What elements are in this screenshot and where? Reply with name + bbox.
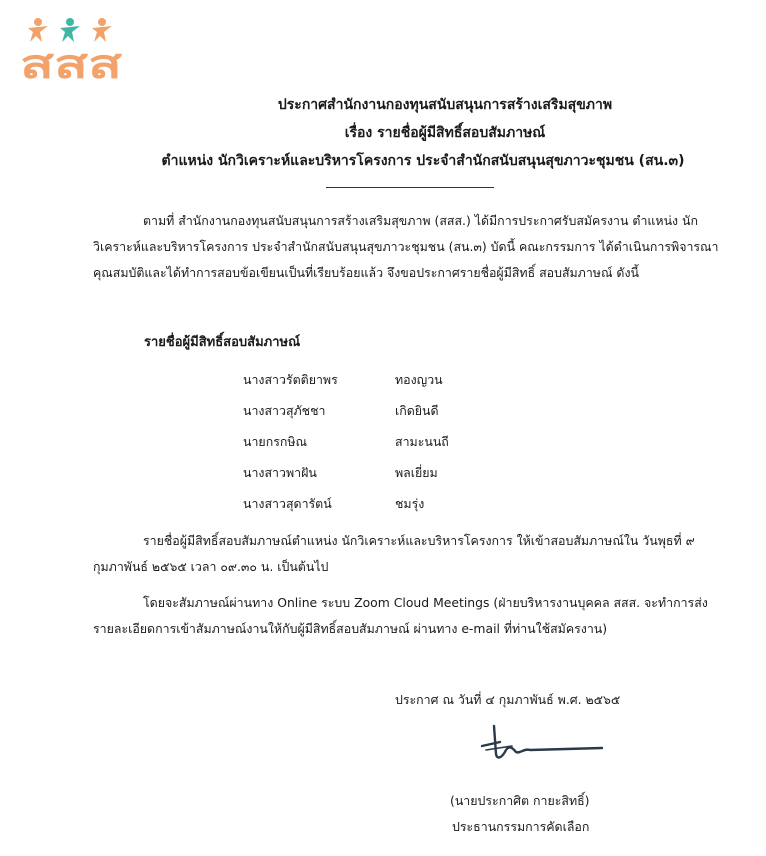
candidate-last-name: เกิดยินดี <box>395 403 439 418</box>
candidate-list-title: รายชื่อผู้มีสิทธิ์สอบสัมภาษณ์ <box>144 335 301 350</box>
candidate-last-name: สามะนนถี <box>395 434 449 449</box>
announcement-heading: ประกาศสำนักงานกองทุนสนับสนุนการสร้างเสริมสุขภาพ <box>277 97 613 113</box>
announcement-subject: เรื่อง รายชื่อผู้มีสิทธิ์สอบสัมภาษณ์ <box>344 125 546 141</box>
candidate-first-name: นายกรกษิณ <box>243 434 308 449</box>
candidate-first-name: นางสาวสุดารัตน์ <box>243 496 332 511</box>
candidate-first-name: นางสาวสุภัชชา <box>243 403 326 418</box>
candidate-first-name: นางสาวรัตติยาพร <box>243 372 338 387</box>
intro-paragraph <box>93 208 723 286</box>
candidate-row <box>243 364 603 395</box>
signer-title: ประธานกรรมการคัดเลือก <box>452 819 590 834</box>
thaihealth-logo <box>16 12 126 84</box>
candidate-last-name: พลเยี่ยม <box>395 465 438 480</box>
announcement-position: ตำแหน่ง นักวิเคราะห์และบริหารโครงการ ประจำสำนักสนับสนุนสุขภาวะชุมชน (สน.๓) <box>161 153 685 169</box>
candidate-first-name: นางสาวพาฝัน <box>243 465 317 480</box>
candidate-row <box>243 488 603 519</box>
candidate-row <box>243 395 603 426</box>
logo-wordmark: สสส <box>20 42 123 84</box>
candidate-row <box>243 426 603 457</box>
candidate-last-name: ทองญวน <box>395 372 443 387</box>
candidate-list <box>243 364 603 519</box>
interview-schedule-paragraph <box>93 528 723 580</box>
interview-schedule-text: รายชื่อผู้มีสิทธิ์สอบสัมภาษณ์ตำแหน่ง นักวิเคราะห์และบริหารโครงการ ให้เข้าสอบสัมภาษณ์ใน วันพุธที่ ๙ กุมภาพันธ์ ๒๕๖๕ เวลา ๐๙.๓๐ น. เป็นต้นไป <box>93 533 695 574</box>
interview-method-paragraph <box>93 590 723 642</box>
interview-method-text: โดยจะสัมภาษณ์ผ่านทาง Online ระบบ Zoom Cloud Meetings (ฝ่ายบริหารงานบุคคล สสส. จะทำการส่งรายละเอียดการเข้าสัมภาษณ์งานให้กับผู้มีสิทธิ์สอบสัมภาษณ์ ผ่านทาง e-mail ที่ท่านใช้สมัครงาน) <box>93 595 708 636</box>
people-figures-icon <box>28 18 112 42</box>
candidate-row <box>243 457 603 488</box>
signer-name: (นายประกาศิต กายะสิทธิ์) <box>450 793 590 808</box>
announcement-date: ประกาศ ณ วันที่ ๔ กุมภาพันธ์ พ.ศ. ๒๕๖๕ <box>395 692 621 707</box>
handwritten-signature <box>472 720 612 770</box>
intro-paragraph-text: ตามที่ สำนักงานกองทุนสนับสนุนการสร้างเสริมสุขภาพ (สสส.) ได้มีการประกาศรับสมัครงาน ตำแหน่ง นักวิเคราะห์และบริหารโครงการ ประจำสำนักสนับสนุนสุขภาวะชุมชน (สน.๓) บัดนี้ คณะกรรมการ ได้ดำเนินการพิจารณาคุณสมบัติและได้ทำการสอบข้อเขียนเป็นที่เรียบร้อยแล้ว จึงขอประกาศรายชื่อผู้มีสิทธิ์ สอบสัมภาษณ์ ดังนี้ <box>93 213 719 280</box>
candidate-last-name: ชมรุ่ง <box>395 496 425 511</box>
heading-divider <box>326 187 494 188</box>
